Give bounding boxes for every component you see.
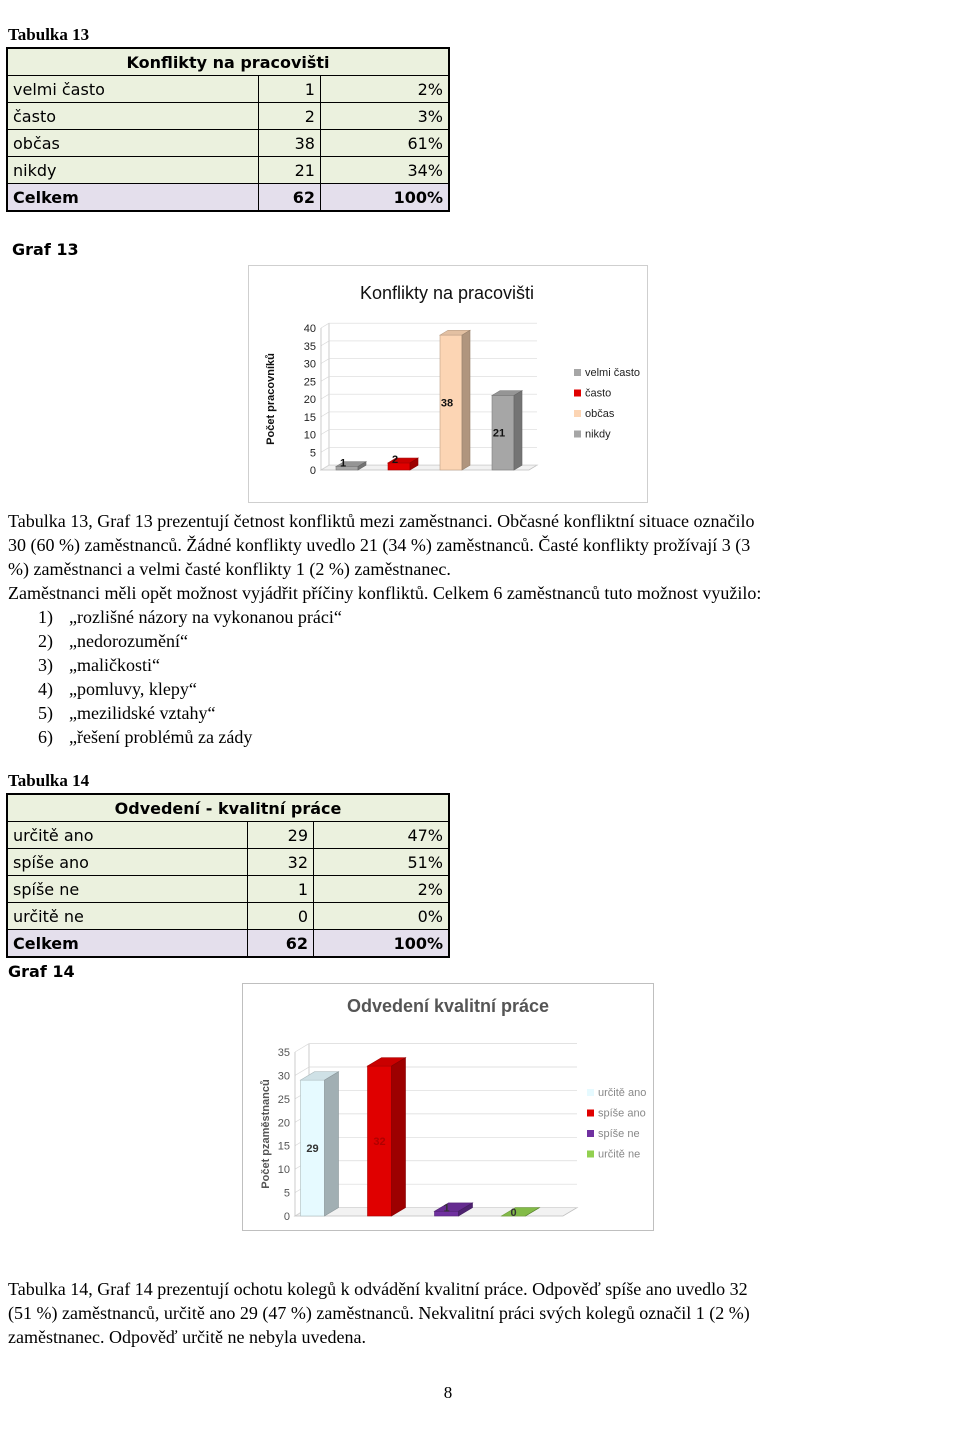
row-label: spíše ne bbox=[7, 876, 248, 903]
table-row bbox=[7, 130, 449, 157]
legend-label: často bbox=[585, 387, 612, 400]
para13-line: Tabulka 13, Graf 13 prezentují četnost konfliktů mezi zaměstnanci. Občasné konfliktní situace označilo bbox=[8, 511, 755, 531]
gridline-diag bbox=[321, 430, 329, 435]
y-tick-label: 25 bbox=[277, 1093, 290, 1106]
legend-label: určitě ne bbox=[598, 1148, 641, 1161]
row-pct: 3% bbox=[320, 103, 449, 130]
row-count: 1 bbox=[259, 76, 321, 103]
bar-side bbox=[325, 1072, 339, 1216]
para14 bbox=[8, 1277, 948, 1349]
legend-swatch bbox=[587, 1110, 594, 1117]
list-item-text: „pomluvy, klepy“ bbox=[69, 679, 197, 699]
y-tick-label: 35 bbox=[303, 340, 316, 353]
y-tick-label: 15 bbox=[277, 1140, 290, 1153]
data-label: 29 bbox=[306, 1143, 319, 1156]
row-pct: 2% bbox=[314, 876, 449, 903]
legend-label: nikdy bbox=[585, 428, 611, 441]
y-tick-label: 0 bbox=[309, 465, 316, 477]
y-tick-label: 40 bbox=[303, 323, 316, 335]
list-item bbox=[38, 629, 342, 653]
graf13-chart bbox=[249, 266, 647, 502]
graf14-chart-frame bbox=[242, 983, 654, 1231]
list-item-number: 4) bbox=[38, 679, 53, 699]
gridline-diag bbox=[321, 359, 329, 364]
table13-caption: Tabulka 13 bbox=[8, 25, 90, 44]
y-tick-label: 10 bbox=[277, 1164, 290, 1177]
graf14-caption: Graf 14 bbox=[8, 962, 75, 981]
gridline-diag bbox=[321, 447, 329, 452]
table-row bbox=[7, 822, 449, 849]
list-item-number: 5) bbox=[38, 703, 53, 723]
row-count: 21 bbox=[259, 157, 321, 184]
legend-label: určitě ano bbox=[598, 1087, 647, 1099]
causes-list bbox=[38, 605, 342, 749]
list-item bbox=[38, 725, 342, 749]
legend-swatch bbox=[587, 1151, 594, 1158]
row-label: určitě ano bbox=[7, 822, 248, 849]
para13-line: 30 (60 %) zaměstnanců. Žádné konflikty uvedlo 21 (34 %) zaměstnanců. Časté konflikty prožívají 3 (3 bbox=[8, 535, 751, 555]
list-item-number: 1) bbox=[38, 607, 53, 627]
table13 bbox=[6, 47, 450, 212]
legend-label: spíše ano bbox=[598, 1107, 646, 1120]
legend-swatch bbox=[587, 1089, 594, 1096]
y-tick-label: 20 bbox=[303, 394, 316, 406]
row-label: občas bbox=[7, 130, 259, 157]
legend-swatch bbox=[574, 431, 581, 438]
gridline-diag bbox=[321, 341, 329, 346]
list-item-number: 2) bbox=[38, 631, 53, 651]
y-tick-label: 30 bbox=[303, 358, 316, 371]
list-item-text: „nedorozumění“ bbox=[69, 631, 188, 651]
chart-title: Odvedení kvalitní práce bbox=[346, 996, 550, 1016]
data-label: 0 bbox=[510, 1207, 517, 1219]
legend-swatch bbox=[574, 410, 581, 417]
total-count: 62 bbox=[259, 184, 321, 212]
row-pct: 2% bbox=[320, 76, 449, 103]
page-number: 8 bbox=[443, 1383, 453, 1402]
row-label: spíše ano bbox=[7, 849, 248, 876]
para14-line: zaměstnanec. Odpověď určitě ne nebyla uvedena. bbox=[8, 1327, 366, 1347]
y-tick-label: 5 bbox=[309, 447, 316, 460]
row-pct: 61% bbox=[320, 130, 449, 157]
list-item bbox=[38, 701, 342, 725]
legend-label: občas bbox=[585, 408, 615, 420]
gridline-diag bbox=[295, 1067, 309, 1075]
table-row bbox=[7, 903, 449, 930]
total-pct: 100% bbox=[314, 930, 449, 958]
row-pct: 0% bbox=[314, 903, 449, 930]
list-item bbox=[38, 677, 342, 701]
data-label: 32 bbox=[373, 1136, 386, 1149]
total-count: 62 bbox=[248, 930, 314, 958]
y-tick-label: 5 bbox=[283, 1187, 290, 1200]
table14-title: Odvedení - kvalitní práce bbox=[7, 794, 449, 822]
list-item bbox=[38, 605, 342, 629]
y-tick-label: 10 bbox=[303, 429, 316, 442]
y-tick-label: 35 bbox=[277, 1047, 290, 1059]
list-item-text: „rozlišné názory na vykonanou práci“ bbox=[69, 607, 342, 627]
row-count: 1 bbox=[248, 876, 314, 903]
total-label: Celkem bbox=[7, 930, 248, 958]
gridline-diag bbox=[321, 394, 329, 399]
data-label: 38 bbox=[440, 397, 454, 410]
list-item-text: „maličkosti“ bbox=[69, 655, 160, 675]
data-label: 21 bbox=[492, 427, 506, 440]
graf13-chart-frame bbox=[248, 265, 648, 503]
gridline-diag bbox=[321, 323, 329, 328]
y-tick-label: 20 bbox=[277, 1117, 290, 1130]
gridline-diag bbox=[321, 412, 329, 417]
y-tick-label: 30 bbox=[277, 1070, 290, 1083]
table13-title: Konflikty na pracovišti bbox=[7, 48, 449, 76]
row-pct: 34% bbox=[320, 157, 449, 184]
table-total-row bbox=[7, 184, 449, 212]
table14-caption: Tabulka 14 bbox=[8, 771, 90, 790]
list-item-text: „řešení problémů za zády bbox=[69, 727, 253, 747]
table-row bbox=[7, 876, 449, 903]
row-label: nikdy bbox=[7, 157, 259, 184]
para13-line: %) zaměstnanci a velmi časté konflikty 1 (2 %) zaměstnanec. bbox=[8, 559, 451, 579]
list-item bbox=[38, 653, 342, 677]
row-label: často bbox=[7, 103, 259, 130]
row-label: určitě ne bbox=[7, 903, 248, 930]
row-count: 38 bbox=[259, 130, 321, 157]
table-row bbox=[7, 849, 449, 876]
para14-line: Tabulka 14, Graf 14 prezentují ochotu kolegů k odvádění kvalitní práce. Odpověď spíše ano uvedlo 32 bbox=[8, 1279, 748, 1299]
data-label: 2 bbox=[391, 453, 399, 466]
row-label: velmi často bbox=[7, 76, 259, 103]
row-count: 0 bbox=[248, 903, 314, 930]
y-tick-label: 0 bbox=[283, 1211, 290, 1223]
table14-title-row bbox=[7, 794, 449, 822]
graf13-caption: Graf 13 bbox=[12, 240, 79, 259]
para13-line: Zaměstnanci měli opět možnost vyjádřit příčiny konfliktů. Celkem 6 zaměstnanců tuto možnost využilo: bbox=[8, 583, 762, 603]
y-tick-label: 15 bbox=[303, 411, 316, 424]
data-label: 1 bbox=[443, 1202, 450, 1215]
table-row bbox=[7, 76, 449, 103]
row-pct: 47% bbox=[314, 822, 449, 849]
row-count: 32 bbox=[248, 849, 314, 876]
table-row bbox=[7, 103, 449, 130]
bar-side bbox=[462, 330, 470, 470]
table13-title-row bbox=[7, 48, 449, 76]
y-axis-label: Počet pzaměstnanců bbox=[260, 1079, 272, 1189]
table-row bbox=[7, 157, 449, 184]
table-total-row bbox=[7, 930, 449, 958]
list-item-number: 6) bbox=[38, 727, 53, 747]
list-item-text: „mezilidské vztahy“ bbox=[69, 703, 216, 723]
legend-swatch bbox=[574, 390, 581, 397]
legend-label: velmi často bbox=[585, 367, 641, 379]
y-axis-label: Počet pracovníků bbox=[265, 353, 277, 445]
graf14-chart bbox=[243, 984, 653, 1230]
total-label: Celkem bbox=[7, 184, 259, 212]
bar-side bbox=[514, 391, 522, 470]
list-item-number: 3) bbox=[38, 655, 53, 675]
data-label: 1 bbox=[339, 457, 347, 470]
row-pct: 51% bbox=[314, 849, 449, 876]
legend-label: spíše ne bbox=[598, 1128, 640, 1140]
gridline-diag bbox=[321, 376, 329, 381]
y-tick-label: 25 bbox=[303, 376, 316, 389]
row-count: 2 bbox=[259, 103, 321, 130]
row-count: 29 bbox=[248, 822, 314, 849]
legend-swatch bbox=[574, 369, 581, 376]
table14 bbox=[6, 793, 450, 958]
bar-side bbox=[392, 1058, 406, 1216]
legend-swatch bbox=[587, 1130, 594, 1137]
total-pct: 100% bbox=[320, 184, 449, 212]
para13 bbox=[8, 509, 948, 605]
chart-title: Konflikty na pracovišti bbox=[359, 283, 535, 303]
gridline-diag bbox=[295, 1044, 309, 1052]
para14-line: (51 %) zaměstnanců, určitě ano 29 (47 %) zaměstnanců. Nekvalitní práci svých kolegů označil 1 (2 %) bbox=[8, 1303, 750, 1323]
